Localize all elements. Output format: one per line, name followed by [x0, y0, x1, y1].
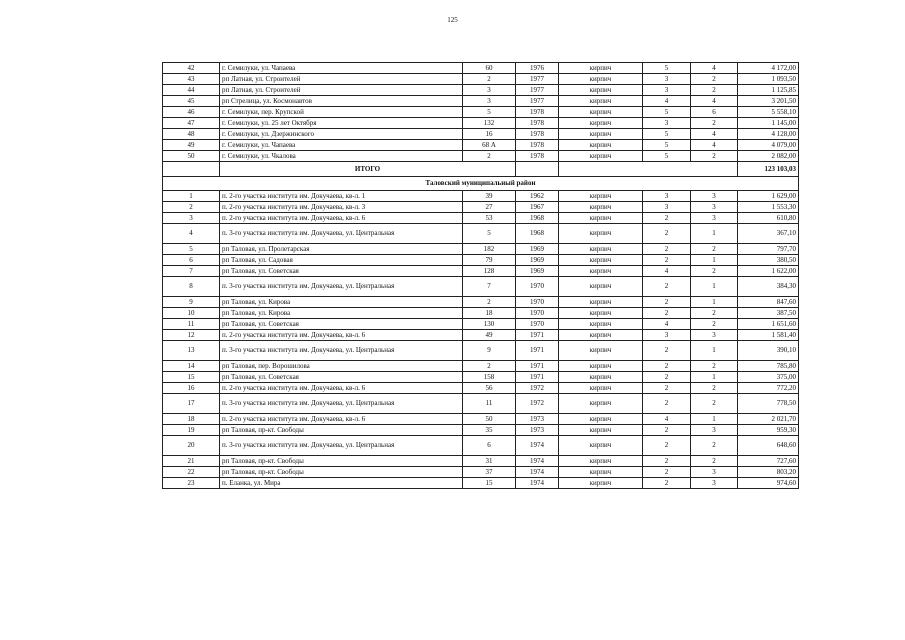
- house-number-cell: 128: [463, 266, 516, 277]
- address-cell: рп Таловая, ул. Кирова: [220, 308, 463, 319]
- amount-cell: 847,60: [738, 297, 799, 308]
- year-cell: 1968: [516, 224, 559, 244]
- address-cell: рп Таловая, ул. Советская: [220, 372, 463, 383]
- material-cell: кирпич: [559, 330, 643, 341]
- floors-cell: 2: [643, 224, 691, 244]
- section-title: Таловский муниципальный район: [163, 177, 799, 191]
- floors-cell: 2: [643, 255, 691, 266]
- table-row: [163, 96, 799, 107]
- entrances-cell: 2: [691, 361, 738, 372]
- row-number: 15: [163, 372, 220, 383]
- row-number: 48: [163, 129, 220, 140]
- address-cell: рп Таловая, ул. Садовая: [220, 255, 463, 266]
- row-number: 20: [163, 436, 220, 456]
- material-cell: кирпич: [559, 394, 643, 414]
- table-row: [163, 372, 799, 383]
- total-empty-cell: [516, 162, 559, 177]
- table-row: [163, 129, 799, 140]
- address-cell: рп Таловая, пр-кт. Свободы: [220, 425, 463, 436]
- floors-cell: 2: [643, 277, 691, 297]
- year-cell: 1968: [516, 213, 559, 224]
- material-cell: кирпич: [559, 308, 643, 319]
- address-cell: рп Таловая, пр-кт. Свободы: [220, 456, 463, 467]
- material-cell: кирпич: [559, 213, 643, 224]
- year-cell: 1971: [516, 341, 559, 361]
- year-cell: 1973: [516, 414, 559, 425]
- amount-cell: 4 172,00: [738, 63, 799, 74]
- year-cell: 1977: [516, 85, 559, 96]
- floors-cell: 4: [643, 414, 691, 425]
- entrances-cell: 2: [691, 244, 738, 255]
- house-number-cell: 35: [463, 425, 516, 436]
- house-number-cell: 130: [463, 319, 516, 330]
- material-cell: кирпич: [559, 96, 643, 107]
- section-header-row: [163, 177, 799, 191]
- table-row: [163, 151, 799, 162]
- material-cell: кирпич: [559, 425, 643, 436]
- address-cell: п. 2-го участка института им. Докучаева, кв-л. 6: [220, 330, 463, 341]
- floors-cell: 3: [643, 191, 691, 202]
- row-number: 50: [163, 151, 220, 162]
- floors-cell: 2: [643, 425, 691, 436]
- year-cell: 1978: [516, 118, 559, 129]
- amount-cell: 648,60: [738, 436, 799, 456]
- row-number: 46: [163, 107, 220, 118]
- row-number: 13: [163, 341, 220, 361]
- amount-cell: 1 581,40: [738, 330, 799, 341]
- material-cell: кирпич: [559, 266, 643, 277]
- house-number-cell: 3: [463, 85, 516, 96]
- material-cell: кирпич: [559, 478, 643, 489]
- entrances-cell: 2: [691, 456, 738, 467]
- floors-cell: 3: [643, 330, 691, 341]
- house-number-cell: 39: [463, 191, 516, 202]
- house-number-cell: 18: [463, 308, 516, 319]
- year-cell: 1972: [516, 383, 559, 394]
- house-number-cell: 3: [463, 96, 516, 107]
- material-cell: кирпич: [559, 414, 643, 425]
- entrances-cell: 2: [691, 266, 738, 277]
- address-cell: рп Латная, ул. Строителей: [220, 85, 463, 96]
- floors-cell: 3: [643, 74, 691, 85]
- row-number: 3: [163, 213, 220, 224]
- address-cell: рп Таловая, ул. Кирова: [220, 297, 463, 308]
- amount-cell: 772,20: [738, 383, 799, 394]
- amount-cell: 974,60: [738, 478, 799, 489]
- entrances-cell: 1: [691, 224, 738, 244]
- year-cell: 1978: [516, 151, 559, 162]
- row-number: 12: [163, 330, 220, 341]
- floors-cell: 2: [643, 244, 691, 255]
- floors-cell: 2: [643, 394, 691, 414]
- floors-cell: 5: [643, 129, 691, 140]
- floors-cell: 4: [643, 96, 691, 107]
- row-number: 45: [163, 96, 220, 107]
- floors-cell: 4: [643, 319, 691, 330]
- material-cell: кирпич: [559, 319, 643, 330]
- total-label: ИТОГО: [220, 162, 516, 177]
- house-number-cell: 182: [463, 244, 516, 255]
- house-number-cell: 5: [463, 224, 516, 244]
- address-cell: г. Семилуки, пер. Крупской: [220, 107, 463, 118]
- floors-cell: 2: [643, 308, 691, 319]
- address-cell: г. Семилуки, ул. Чапаева: [220, 140, 463, 151]
- amount-cell: 610,80: [738, 213, 799, 224]
- total-empty-cell: [559, 162, 738, 177]
- house-number-cell: 37: [463, 467, 516, 478]
- house-number-cell: 56: [463, 383, 516, 394]
- house-number-cell: 132: [463, 118, 516, 129]
- table-row: [163, 255, 799, 266]
- address-cell: рп Таловая, пр-кт. Свободы: [220, 467, 463, 478]
- entrances-cell: 3: [691, 191, 738, 202]
- floors-cell: 2: [643, 478, 691, 489]
- amount-cell: 2 021,70: [738, 414, 799, 425]
- material-cell: кирпич: [559, 467, 643, 478]
- year-cell: 1978: [516, 129, 559, 140]
- house-number-cell: 60: [463, 63, 516, 74]
- entrances-cell: 2: [691, 308, 738, 319]
- house-number-cell: 50: [463, 414, 516, 425]
- floors-cell: 3: [643, 202, 691, 213]
- row-number: 44: [163, 85, 220, 96]
- table-row: [163, 308, 799, 319]
- housing-table: [162, 62, 799, 489]
- row-number: 11: [163, 319, 220, 330]
- row-number: 18: [163, 414, 220, 425]
- year-cell: 1971: [516, 361, 559, 372]
- material-cell: кирпич: [559, 277, 643, 297]
- table-row: [163, 414, 799, 425]
- row-number: 1: [163, 191, 220, 202]
- address-cell: п. 2-го участка института им. Докучаева, кв-л. 6: [220, 383, 463, 394]
- house-number-cell: 11: [463, 394, 516, 414]
- row-number: 19: [163, 425, 220, 436]
- address-cell: п. 2-го участка института им. Докучаева, кв-л. 3: [220, 202, 463, 213]
- address-cell: п. 3-го участка института им. Докучаева, ул. Центральная: [220, 436, 463, 456]
- floors-cell: 5: [643, 140, 691, 151]
- material-cell: кирпич: [559, 244, 643, 255]
- row-number: 49: [163, 140, 220, 151]
- year-cell: 1976: [516, 63, 559, 74]
- entrances-cell: 2: [691, 151, 738, 162]
- amount-cell: 4 128,00: [738, 129, 799, 140]
- material-cell: кирпич: [559, 436, 643, 456]
- table-row: [163, 478, 799, 489]
- entrances-cell: 3: [691, 425, 738, 436]
- row-number: 9: [163, 297, 220, 308]
- row-number: 2: [163, 202, 220, 213]
- year-cell: 1978: [516, 107, 559, 118]
- address-cell: рп Стрелица, ул. Космонавтов: [220, 96, 463, 107]
- table-row: [163, 277, 799, 297]
- table-row: [163, 383, 799, 394]
- total-row: [163, 162, 799, 177]
- year-cell: 1970: [516, 277, 559, 297]
- table-row: [163, 213, 799, 224]
- material-cell: кирпич: [559, 140, 643, 151]
- entrances-cell: 1: [691, 341, 738, 361]
- table-row: [163, 330, 799, 341]
- row-number: 23: [163, 478, 220, 489]
- address-cell: п. 2-го участка института им. Докучаева, кв-л. 1: [220, 191, 463, 202]
- table-row: [163, 140, 799, 151]
- amount-cell: 1 553,30: [738, 202, 799, 213]
- year-cell: 1970: [516, 308, 559, 319]
- year-cell: 1971: [516, 330, 559, 341]
- address-cell: п. Еланка, ул. Мира: [220, 478, 463, 489]
- year-cell: 1974: [516, 456, 559, 467]
- amount-cell: 1 125,85: [738, 85, 799, 96]
- address-cell: г. Семилуки, ул. 25 лет Октября: [220, 118, 463, 129]
- house-number-cell: 5: [463, 107, 516, 118]
- year-cell: 1969: [516, 266, 559, 277]
- total-empty-cell: [163, 162, 220, 177]
- row-number: 7: [163, 266, 220, 277]
- table-row: [163, 202, 799, 213]
- address-cell: п. 3-го участка института им. Докучаева, ул. Центральная: [220, 277, 463, 297]
- floors-cell: 5: [643, 151, 691, 162]
- floors-cell: 5: [643, 107, 691, 118]
- entrances-cell: 3: [691, 202, 738, 213]
- amount-cell: 375,00: [738, 372, 799, 383]
- table-row: [163, 266, 799, 277]
- material-cell: кирпич: [559, 118, 643, 129]
- amount-cell: 803,20: [738, 467, 799, 478]
- table-row: [163, 224, 799, 244]
- address-cell: г. Семилуки, ул. Чкалова: [220, 151, 463, 162]
- table-row: [163, 467, 799, 478]
- floors-cell: 2: [643, 372, 691, 383]
- house-number-cell: 15: [463, 478, 516, 489]
- amount-cell: 380,50: [738, 255, 799, 266]
- table-row: [163, 85, 799, 96]
- floors-cell: 4: [643, 266, 691, 277]
- floors-cell: 2: [643, 297, 691, 308]
- house-number-cell: 79: [463, 255, 516, 266]
- floors-cell: 3: [643, 85, 691, 96]
- row-number: 6: [163, 255, 220, 266]
- material-cell: кирпич: [559, 297, 643, 308]
- floors-cell: 2: [643, 361, 691, 372]
- floors-cell: 2: [643, 436, 691, 456]
- year-cell: 1978: [516, 140, 559, 151]
- entrances-cell: 1: [691, 255, 738, 266]
- house-number-cell: 2: [463, 297, 516, 308]
- row-number: 10: [163, 308, 220, 319]
- address-cell: п. 2-го участка института им. Докучаева, кв-л. 6: [220, 414, 463, 425]
- floors-cell: 2: [643, 456, 691, 467]
- amount-cell: 387,50: [738, 308, 799, 319]
- amount-cell: 1 651,60: [738, 319, 799, 330]
- amount-cell: 778,50: [738, 394, 799, 414]
- house-number-cell: 49: [463, 330, 516, 341]
- table-row: [163, 394, 799, 414]
- row-number: 22: [163, 467, 220, 478]
- year-cell: 1971: [516, 372, 559, 383]
- material-cell: кирпич: [559, 129, 643, 140]
- table-body: [163, 63, 799, 489]
- material-cell: кирпич: [559, 107, 643, 118]
- material-cell: кирпич: [559, 255, 643, 266]
- address-cell: п. 3-го участка института им. Докучаева, ул. Центральная: [220, 394, 463, 414]
- entrances-cell: 4: [691, 96, 738, 107]
- floors-cell: 3: [643, 118, 691, 129]
- house-number-cell: 68 А: [463, 140, 516, 151]
- house-number-cell: 9: [463, 341, 516, 361]
- floors-cell: 5: [643, 63, 691, 74]
- row-number: 47: [163, 118, 220, 129]
- amount-cell: 4 079,00: [738, 140, 799, 151]
- entrances-cell: 1: [691, 372, 738, 383]
- row-number: 43: [163, 74, 220, 85]
- house-number-cell: 31: [463, 456, 516, 467]
- address-cell: рп Таловая, ул. Пролетарская: [220, 244, 463, 255]
- entrances-cell: 1: [691, 297, 738, 308]
- row-number: 5: [163, 244, 220, 255]
- year-cell: 1969: [516, 255, 559, 266]
- entrances-cell: 4: [691, 140, 738, 151]
- row-number: 4: [163, 224, 220, 244]
- floors-cell: 2: [643, 467, 691, 478]
- entrances-cell: 3: [691, 478, 738, 489]
- table-row: [163, 118, 799, 129]
- entrances-cell: 3: [691, 330, 738, 341]
- material-cell: кирпич: [559, 456, 643, 467]
- year-cell: 1970: [516, 319, 559, 330]
- year-cell: 1974: [516, 478, 559, 489]
- address-cell: п. 2-го участка института им. Докучаева, кв-л. 6: [220, 213, 463, 224]
- table-row: [163, 244, 799, 255]
- amount-cell: 1 093,50: [738, 74, 799, 85]
- row-number: 17: [163, 394, 220, 414]
- address-cell: п. 3-го участка института им. Докучаева, ул. Центральная: [220, 224, 463, 244]
- house-number-cell: 16: [463, 129, 516, 140]
- year-cell: 1974: [516, 467, 559, 478]
- table-row: [163, 456, 799, 467]
- material-cell: кирпич: [559, 341, 643, 361]
- table-row: [163, 319, 799, 330]
- house-number-cell: 158: [463, 372, 516, 383]
- amount-cell: 3 201,50: [738, 96, 799, 107]
- entrances-cell: 2: [691, 394, 738, 414]
- material-cell: кирпич: [559, 74, 643, 85]
- entrances-cell: 4: [691, 63, 738, 74]
- amount-cell: 785,80: [738, 361, 799, 372]
- table-row: [163, 107, 799, 118]
- amount-cell: 1 145,00: [738, 118, 799, 129]
- material-cell: кирпич: [559, 383, 643, 394]
- floors-cell: 2: [643, 383, 691, 394]
- table-row: [163, 63, 799, 74]
- table-row: [163, 436, 799, 456]
- table-row: [163, 297, 799, 308]
- year-cell: 1967: [516, 202, 559, 213]
- amount-cell: 727,60: [738, 456, 799, 467]
- amount-cell: 2 082,00: [738, 151, 799, 162]
- amount-cell: 5 558,10: [738, 107, 799, 118]
- material-cell: кирпич: [559, 151, 643, 162]
- house-number-cell: 6: [463, 436, 516, 456]
- year-cell: 1972: [516, 394, 559, 414]
- entrances-cell: 2: [691, 85, 738, 96]
- row-number: 21: [163, 456, 220, 467]
- amount-cell: 1 622,00: [738, 266, 799, 277]
- amount-cell: 797,70: [738, 244, 799, 255]
- year-cell: 1977: [516, 96, 559, 107]
- page-number: 125: [447, 16, 458, 24]
- house-number-cell: 2: [463, 74, 516, 85]
- entrances-cell: 3: [691, 467, 738, 478]
- table-row: [163, 341, 799, 361]
- year-cell: 1973: [516, 425, 559, 436]
- total-amount: 123 103,03: [738, 162, 799, 177]
- material-cell: кирпич: [559, 202, 643, 213]
- address-cell: рп Таловая, ул. Советская: [220, 266, 463, 277]
- house-number-cell: 53: [463, 213, 516, 224]
- row-number: 8: [163, 277, 220, 297]
- material-cell: кирпич: [559, 191, 643, 202]
- amount-cell: 384,30: [738, 277, 799, 297]
- house-number-cell: 7: [463, 277, 516, 297]
- material-cell: кирпич: [559, 63, 643, 74]
- floors-cell: 2: [643, 341, 691, 361]
- row-number: 16: [163, 383, 220, 394]
- address-cell: г. Семилуки, ул. Чапаева: [220, 63, 463, 74]
- table-row: [163, 425, 799, 436]
- address-cell: рп Латная, ул. Строителей: [220, 74, 463, 85]
- material-cell: кирпич: [559, 224, 643, 244]
- address-cell: г. Семилуки, ул. Дзержинского: [220, 129, 463, 140]
- entrances-cell: 1: [691, 277, 738, 297]
- entrances-cell: 2: [691, 319, 738, 330]
- amount-cell: 390,10: [738, 341, 799, 361]
- year-cell: 1962: [516, 191, 559, 202]
- amount-cell: 959,30: [738, 425, 799, 436]
- address-cell: рп Таловая, пер. Ворошилова: [220, 361, 463, 372]
- entrances-cell: 3: [691, 213, 738, 224]
- house-number-cell: 27: [463, 202, 516, 213]
- floors-cell: 2: [643, 213, 691, 224]
- amount-cell: 367,10: [738, 224, 799, 244]
- amount-cell: 1 629,00: [738, 191, 799, 202]
- table-row: [163, 361, 799, 372]
- year-cell: 1977: [516, 74, 559, 85]
- entrances-cell: 1: [691, 414, 738, 425]
- entrances-cell: 2: [691, 436, 738, 456]
- material-cell: кирпич: [559, 361, 643, 372]
- table-row: [163, 74, 799, 85]
- address-cell: п. 3-го участка института им. Докучаева, ул. Центральная: [220, 341, 463, 361]
- year-cell: 1970: [516, 297, 559, 308]
- material-cell: кирпич: [559, 85, 643, 96]
- entrances-cell: 2: [691, 74, 738, 85]
- house-number-cell: 2: [463, 361, 516, 372]
- entrances-cell: 2: [691, 383, 738, 394]
- row-number: 14: [163, 361, 220, 372]
- year-cell: 1974: [516, 436, 559, 456]
- entrances-cell: 2: [691, 118, 738, 129]
- row-number: 42: [163, 63, 220, 74]
- house-number-cell: 2: [463, 151, 516, 162]
- material-cell: кирпич: [559, 372, 643, 383]
- year-cell: 1969: [516, 244, 559, 255]
- table-row: [163, 191, 799, 202]
- address-cell: рп Таловая, ул. Советская: [220, 319, 463, 330]
- entrances-cell: 4: [691, 129, 738, 140]
- entrances-cell: 6: [691, 107, 738, 118]
